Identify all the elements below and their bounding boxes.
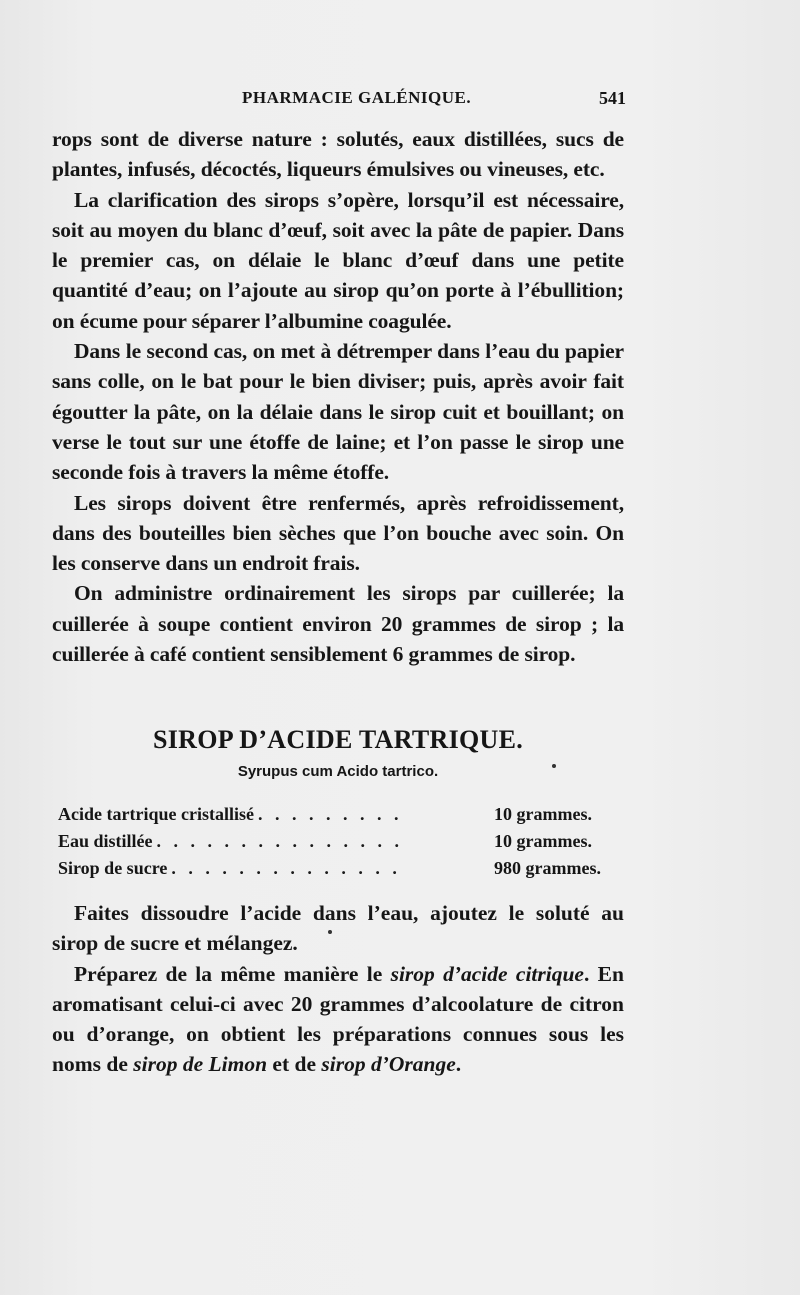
variant-text-4: . <box>455 1052 462 1077</box>
paragraph-4: Les sirops doivent être renfermés, après refroidissement, dans des bouteilles bien sèches que l’on bouche avec soin. On les conserve dans un endroit frais. <box>52 490 624 576</box>
ingredient-name: Sirop de sucre <box>58 858 168 878</box>
ingredient-row <box>58 831 624 858</box>
section-subtitle: Syrupus cum Acido tartrico. <box>237 763 439 780</box>
italic-term-orange: sirop d’Orange <box>321 1052 456 1077</box>
ingredient-name: Eau distillée <box>58 831 153 851</box>
leader-dots: . . . . . . . . . . . . . . . <box>156 831 404 851</box>
paragraph-5: On administre ordinairement les sirops par cuillerée; la cuillerée à soupe contient environ 20 grammes de sirop ; la cuillerée à café contient sensiblement 6 grammes de sirop. <box>52 581 624 667</box>
paragraph-2: La clarification des sirops s’opère, lorsqu’il est nécessaire, soit au moyen du blanc d’œuf, soit avec la pâte de papier. Dans le premier cas, on délaie le blanc d’œuf dans une petite quantité d’eau; on l’ajoute au sirop qu’on porte à l’ébullition; on écume pour séparer l’albumine coagulée. <box>52 187 624 333</box>
print-speck <box>328 930 332 934</box>
italic-term-citric: sirop d’acide citrique <box>390 961 584 986</box>
variant-text-1: Préparez de la même manière le <box>74 961 391 986</box>
leader-dots: . . . . . . . . . <box>257 804 403 824</box>
print-speck <box>552 764 556 768</box>
ingredient-quantity: 10 grammes. <box>494 804 592 824</box>
leader-dots: . . . . . . . . . . . . . . <box>171 858 401 878</box>
ingredient-name: Acide tartrique cristallisé <box>58 804 254 824</box>
ingredient-quantity: 980 grammes. <box>494 858 601 878</box>
paragraph-1: rops sont de diverse nature : solutés, eaux distillées, sucs de plantes, infusés, décoctés, liqueurs émulsives ou vineuses, etc. <box>52 127 624 182</box>
ingredient-row <box>58 858 624 885</box>
instruction-paragraph: Faites dissoudre l’acide dans l’eau, ajoutez le soluté au sirop de sucre et mélangez. <box>52 901 624 956</box>
ingredient-row <box>58 804 624 831</box>
ingredient-list <box>52 804 624 885</box>
recipe-section <box>52 722 624 885</box>
variant-paragraph <box>52 959 624 1080</box>
paragraph-3: Dans le second cas, on met à détremper dans l’eau du papier sans colle, on le bat pour le bien diviser; puis, après avoir fait égoutter la pâte, on la délaie dans le sirop cuit et bouillant; on verse le tout sur une étoffe de laine; et l’on passe le sirop une seconde fois à travers la même étoffe. <box>52 339 624 485</box>
variant-text-3: et de <box>267 1052 322 1077</box>
main-text <box>52 124 624 669</box>
running-head-title: PHARMACIE GALÉNIQUE. <box>242 88 472 107</box>
ingredient-quantity: 10 grammes. <box>494 831 592 851</box>
section-title: SIROP D’ACIDE TARTRIQUE. <box>152 725 524 754</box>
variant-text-2: . En aromatisant celui-ci avec 20 grammes d’alcoolature de citron ou d’orange, on obtient les préparations connues sous les noms de <box>52 961 624 1077</box>
page-number: 541 <box>599 88 626 108</box>
italic-term-limon: sirop de Limon <box>133 1052 268 1077</box>
closing-text <box>52 898 624 1080</box>
running-head <box>52 88 626 114</box>
